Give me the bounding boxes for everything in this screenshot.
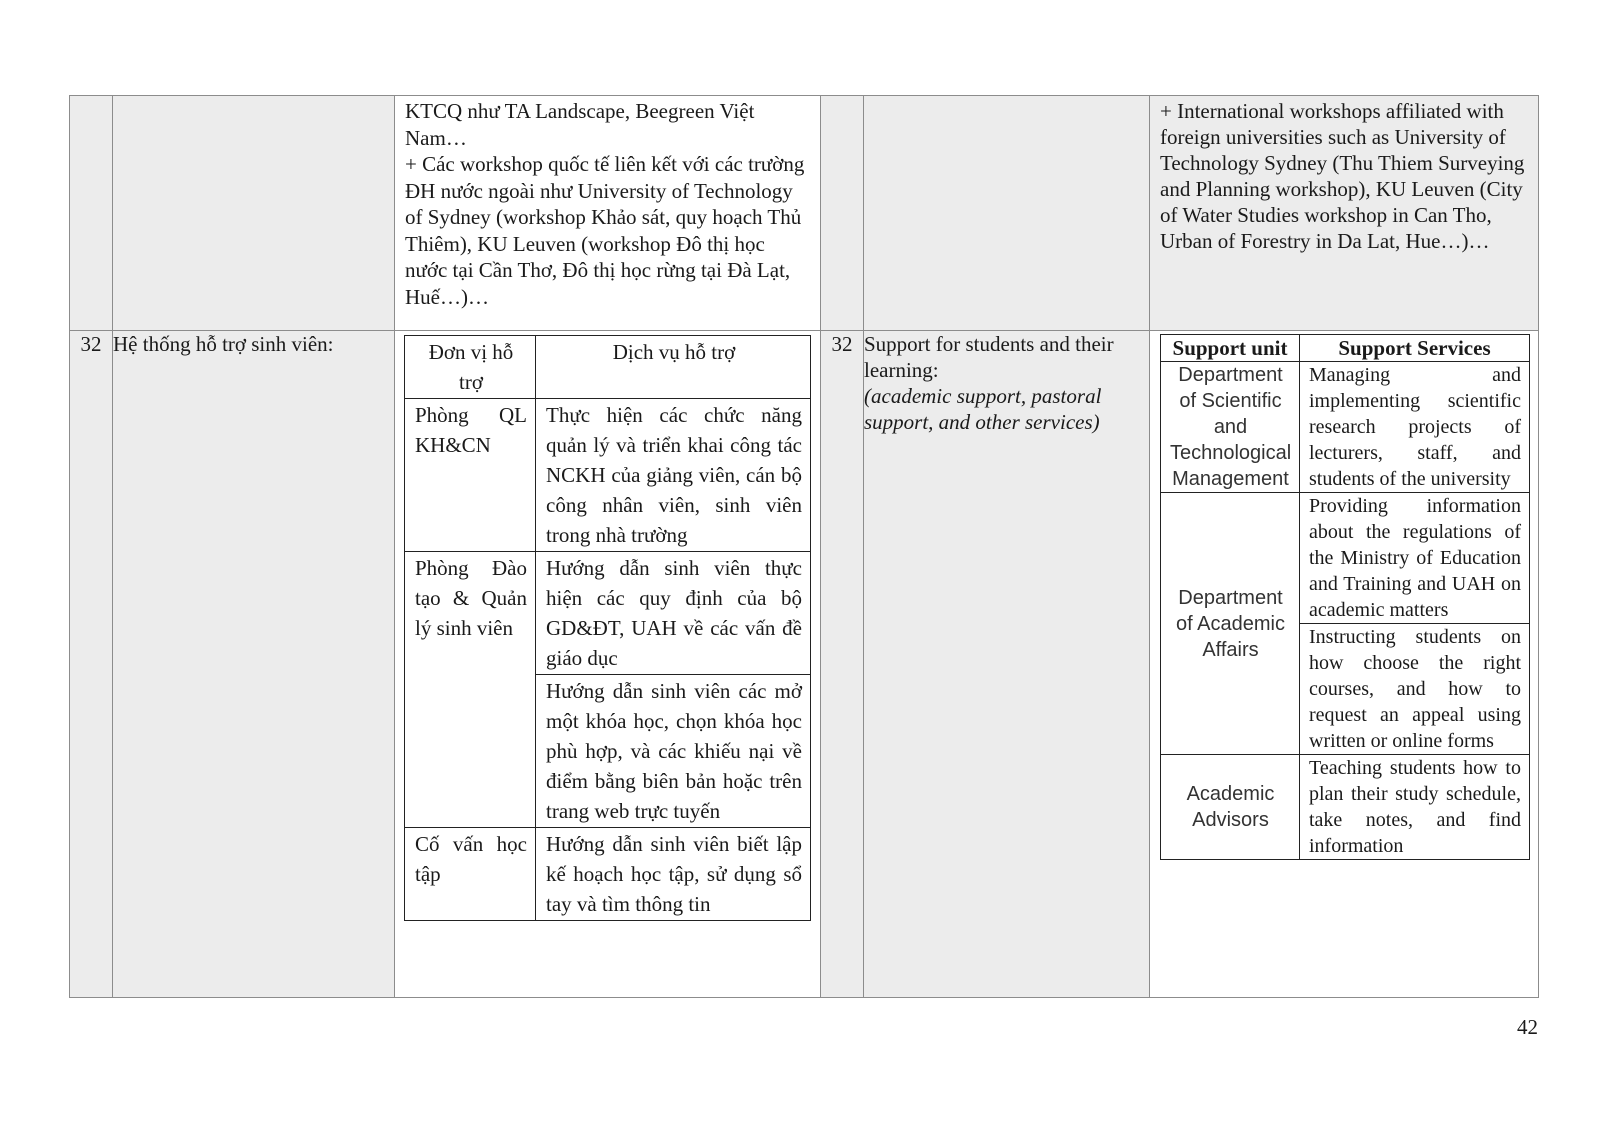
en-support-table-cell [1150, 331, 1539, 998]
vn-service-cell: Hướng dẫn sinh viên thực hiện các quy định của bộ GD&ĐT, UAH về các vấn đề giáo dục [536, 552, 811, 675]
table-row [405, 399, 811, 552]
table-row-continued [70, 96, 1539, 331]
en-service-cell: Providing information about the regulations of the Ministry of Education and Training and UAH on academic matters [1300, 493, 1530, 624]
en-unit-cell: Academic Advisors [1161, 755, 1300, 860]
vn-service-cell: Hướng dẫn sinh viên biết lập kế hoạch học tập, sử dụng sổ tay và tìm thông tin [536, 828, 811, 921]
row-title-vn: Hệ thống hỗ trợ sinh viên: [113, 331, 395, 998]
vn-support-table-cell [395, 331, 821, 998]
table-row-32 [70, 331, 1539, 998]
empty-number-cell-en [821, 96, 864, 331]
vn-paragraph-2: + Các workshop quốc tế liên kết với các trường ĐH nước ngoài như University of Technology of Sydney (workshop Khảo sát, quy hoạch Thủ Thiêm), KU Leuven (workshop Đô thị học nước tại Cần Thơ, Đô thị học rừng tại Đà Lạt, Huế…)… [405, 152, 805, 309]
en-support-table [1160, 334, 1530, 860]
page-number: 42 [1517, 1015, 1538, 1039]
empty-number-cell-vn [70, 96, 113, 331]
row-title-en-cell [864, 331, 1150, 998]
en-service-cell: Instructing students on how choose the right courses, and how to request an appeal using written or online forms [1300, 624, 1530, 755]
empty-title-cell-vn [113, 96, 395, 331]
en-paragraph: + International workshops affiliated with foreign universities such as University of Technology Sydney (Thu Thiem Surveying and Planning workshop), KU Leuven (City of Water Studies workshop in Can Tho, Urban of Forestry in Da Lat, Hue…)… [1160, 99, 1525, 253]
vn-unit-cell: Phòng Đào tạo & Quản lý sinh viên [405, 552, 536, 828]
en-header-unit: Support unit [1161, 335, 1300, 362]
en-content-cell [1150, 96, 1539, 331]
table-row [1161, 755, 1530, 860]
empty-title-cell-en [864, 96, 1150, 331]
en-service-cell: Teaching students how to plan their study schedule, take notes, and find information [1300, 755, 1530, 860]
row-title-en: Support for students and their learning: [864, 332, 1114, 383]
vn-service-cell: Hướng dẫn sinh viên các mở một khóa học, chọn khóa học phù hợp, và các khiếu nại về điểm bằng biên bản hoặc trên trang web trực tuyến [536, 675, 811, 828]
document-table [69, 95, 1539, 998]
vn-unit-cell: Cố vấn học tập [405, 828, 536, 921]
row-subtitle-en: (academic support, pastoral support, and other services) [864, 384, 1102, 435]
vn-unit-cell: Phòng QL KH&CN [405, 399, 536, 552]
vn-header-services: Dịch vụ hỗ trợ [536, 336, 811, 399]
row-number-en: 32 [821, 331, 864, 998]
en-unit-cell: Department of Scientific and Technological Management [1161, 362, 1300, 493]
table-row [1161, 493, 1530, 624]
en-header-services: Support Services [1300, 335, 1530, 362]
vn-header-unit: Đơn vị hỗ trợ [405, 336, 536, 399]
vn-content-cell [395, 96, 821, 331]
vn-service-cell: Thực hiện các chức năng quản lý và triển khai công tác NCKH của giảng viên, cán bộ công nhân viên, sinh viên trong nhà trường [536, 399, 811, 552]
en-unit-cell: Department of Academic Affairs [1161, 493, 1300, 755]
table-row [405, 828, 811, 921]
en-service-cell: Managing and implementing scientific research projects of lecturers, staff, and students of the university [1300, 362, 1530, 493]
vn-support-table [404, 335, 811, 921]
vn-paragraph-1: KTCQ như TA Landscape, Beegreen Việt Nam… [405, 99, 755, 150]
row-number-vn: 32 [70, 331, 113, 998]
table-row [1161, 362, 1530, 493]
table-row [405, 552, 811, 675]
